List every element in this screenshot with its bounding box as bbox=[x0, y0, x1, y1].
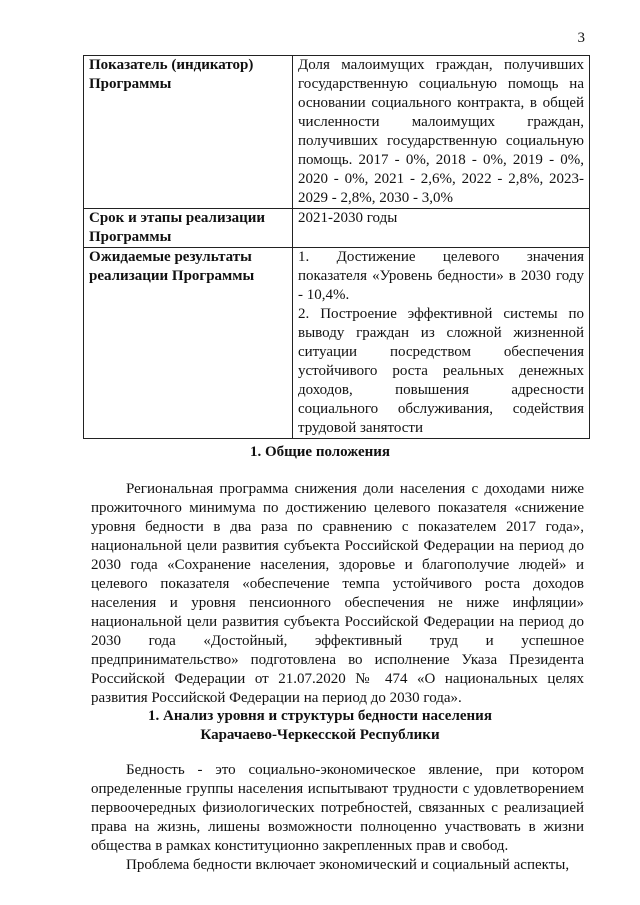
row-value bbox=[293, 248, 590, 439]
table-row bbox=[84, 248, 590, 439]
paragraph: Бедность - это социально-экономическое явление, при котором определенные группы населения испытывают трудности с удовлетворением первоочередных физиологических потребностей, связанных с реализацией права на жизнь, лишены возможности полноценно участвовать в жизни общества в рамках конституционно закрепленных прав и свобод. bbox=[91, 762, 584, 854]
row-value: 2021-2030 годы bbox=[293, 209, 590, 248]
paragraph: Проблема бедности включает экономический и социальный аспекты, bbox=[126, 857, 570, 873]
section-heading bbox=[0, 707, 640, 745]
result-item: 1. Достижение целевого значения показателя «Уровень бедности» в 2030 году - 10,4%. bbox=[298, 249, 584, 303]
table-row bbox=[84, 56, 590, 209]
row-label: Ожидаемые результаты реализации Программы bbox=[84, 248, 293, 439]
section-body bbox=[91, 761, 584, 875]
row-label: Показатель (индикатор) Программы bbox=[84, 56, 293, 209]
program-passport-table bbox=[83, 55, 590, 439]
result-item: 2. Построение эффективной системы по выводу граждан из сложной жизненной ситуации посредством обеспечения устойчивого роста реальных денежных доходов, повышения адресности социального обслуживания, содействия трудовой занятости bbox=[298, 306, 584, 436]
page-number: 3 bbox=[577, 30, 585, 46]
section-heading: 1. Общие положения bbox=[249, 444, 391, 460]
section-body bbox=[91, 480, 584, 708]
row-value: Доля малоимущих граждан, получивших государственную социальную помощь на основании социального контракта, в общей численности малоимущих граждан, получивших государственную социальную помощь. 2017 - 0%, 2018 - 0%, 2019 - 0%, 2020 - 0%, 2021 - 2,6%, 2022 - 2,8%, 2023-2029 - 2,8%, 2030 - 3,0% bbox=[293, 56, 590, 209]
heading-line: Карачаево-Черкесской Республики bbox=[200, 727, 440, 743]
paragraph: Региональная программа снижения доли населения с доходами ниже прожиточного минимума по достижению целевого показателя «снижение уровня бедности в два раза по сравнению с показателем 2017 года», национальной цели развития субъекта Российской Федерации на период до 2030 года «Сохранение населения, здоровье и благополучие людей» и целевого показателя «обеспечение темпа устойчивого роста доходов населения и уровня пенсионного обеспечения не ниже инфляции» национальной цели развития субъекта Российской Федерации на период до 2030 года «Достойный, эффективный труд и успешное предпринимательство» подготовлена во исполнение Указа Президента Российской Федерации от 21.07.2020 № 474 «О национальных целях развития Российской Федерации на период до 2030 года». bbox=[91, 481, 584, 706]
row-label: Срок и этапы реализации Программы bbox=[84, 209, 293, 248]
table-row bbox=[84, 209, 590, 248]
heading-line: 1. Анализ уровня и структуры бедности населения bbox=[148, 708, 492, 724]
